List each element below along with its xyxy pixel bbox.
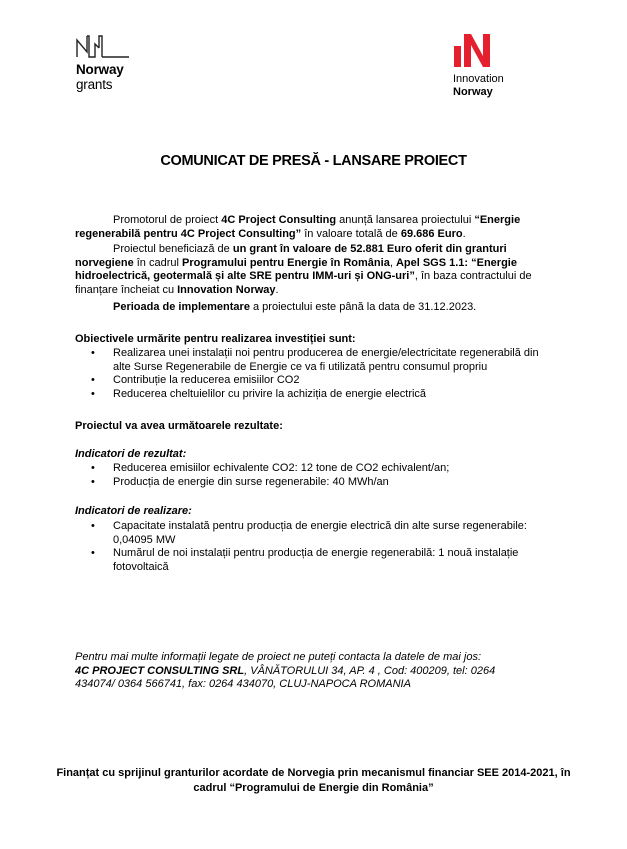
norway-logo-text: Norway — [76, 62, 124, 77]
list-item — [75, 476, 555, 490]
norway-grants-mark-icon — [76, 34, 130, 58]
list-item — [75, 347, 555, 374]
list-item — [75, 388, 555, 402]
list-item — [75, 462, 555, 476]
bullet-icon: • — [91, 462, 95, 474]
result-indicators-list — [75, 462, 555, 489]
bullet-icon: • — [91, 374, 95, 386]
text-span: a proiectului este până la data de 31.12.2023. — [249, 301, 477, 313]
innovation-norway-logo — [453, 32, 533, 98]
text-span: . — [275, 283, 279, 296]
bullet-icon: • — [91, 387, 95, 400]
objectives-list — [75, 347, 555, 401]
bullet-icon: • — [91, 475, 95, 488]
company-address: , VÂNĂTORULUI 34, AP. 4 , Cod: 400209, tel: 0264 434074/ 0364 566741, fax: 0264 434070, CLUJ-NAPOCA ROMANIA — [75, 664, 496, 690]
text-span: . — [462, 227, 466, 240]
results-heading: Proiectul va avea următoarele rezultate: — [75, 420, 283, 432]
grants-logo-text: grants — [76, 77, 113, 92]
innovation-logo-text: Innovation — [453, 73, 504, 85]
company-name: 4C PROJECT CONSULTING SRL — [75, 664, 245, 677]
list-item-text: Producția de energie din surse regenerabile: 40 MWh/an — [113, 475, 389, 488]
text-span: Proiectul beneficiază de — [113, 243, 233, 255]
list-item — [75, 547, 535, 574]
bullet-icon: • — [91, 547, 95, 559]
bullet-icon: • — [91, 347, 95, 359]
intro-paragraph-2 — [75, 243, 553, 297]
promoter-name: 4C Project Consulting — [221, 214, 337, 226]
list-item-text: Reducerea cheltuielilor cu privire la achiziția de energie electrică — [113, 387, 427, 400]
grant-value: un grant în valoare de 52.881 Euro oferit din granturi norvegiene — [75, 243, 507, 269]
program-name: Programului pentru Energie în România — [182, 256, 390, 269]
list-item-text: Numărul de noi instalații pentru producția de energie regenerabilă: 1 nouă instalație fotovoltaică — [113, 547, 519, 573]
contact-line: Pentru mai multe informații legate de proiect ne puteți contacta la datele de mai jos: — [75, 651, 482, 663]
text-span: Promotorul de proiect — [113, 214, 222, 226]
objectives-heading: Obiectivele urmărite pentru realizarea investiției sunt: — [75, 333, 356, 345]
intro-paragraph-1 — [75, 214, 553, 241]
list-item — [75, 374, 555, 388]
footer-line-1: Finanțat cu sprijinul granturilor acordate de Norvegia prin mecanismul financiar SEE 2014-2021, în — [56, 767, 571, 779]
innovation-norway-logo-text: Norway — [453, 86, 493, 98]
output-indicators-heading: Indicatori de realizare: — [75, 505, 192, 517]
result-indicators-heading: Indicatori de rezultat: — [75, 448, 187, 460]
footer-line-2: cadrul “Programului de Energie din România” — [193, 782, 434, 794]
total-value: 69.686 Euro — [400, 227, 463, 240]
list-item-text: Realizarea unei instalații noi pentru producerea de energie/electricitate regenerabilă din alte Surse Regenerabile de Energie ce va fi utilizată pentru consumul propriu — [113, 347, 539, 373]
text-span: anunță lansarea proiectului — [336, 214, 475, 226]
list-item-text: Reducerea emisiilor echivalente CO2: 12 tone de CO2 echivalent/an; — [113, 462, 450, 474]
call-name: Apel SGS 1.1: “Energie hidroelectrică, geotermală și alte SRE pentru IMM-uri și ONG-uri” — [75, 256, 517, 282]
list-item-text: Capacitate instalată pentru producția de energie electrică din alte surse regenerabile: 0,04095 MW — [113, 520, 527, 546]
list-item-text: Contribuție la reducerea emisiilor CO2 — [113, 374, 300, 386]
text-span: , în baza contractului de finanțare încheiat cu — [75, 270, 532, 296]
bullet-icon: • — [91, 520, 95, 532]
text-span: în valoare totală de — [301, 227, 401, 240]
output-indicators-list — [75, 520, 535, 574]
project-name: “Energie regenerabilă pentru 4C Project Consulting” — [75, 214, 521, 240]
funding-footer — [0, 766, 627, 796]
intro-paragraph-3 — [75, 301, 553, 315]
implementation-period-label: Perioada de implementare — [113, 301, 250, 313]
innovation-norway-mark-icon — [453, 32, 493, 68]
contact-details — [75, 665, 525, 692]
page-title: COMUNICAT DE PRESĂ - LANSARE PROIECT — [160, 153, 467, 169]
funder-name: Innovation Norway — [177, 283, 276, 296]
text-span: , — [389, 256, 396, 269]
text-span: în cadrul — [133, 256, 182, 269]
list-item — [75, 520, 535, 547]
norway-grants-logo — [76, 34, 156, 98]
contact-block — [75, 651, 525, 692]
